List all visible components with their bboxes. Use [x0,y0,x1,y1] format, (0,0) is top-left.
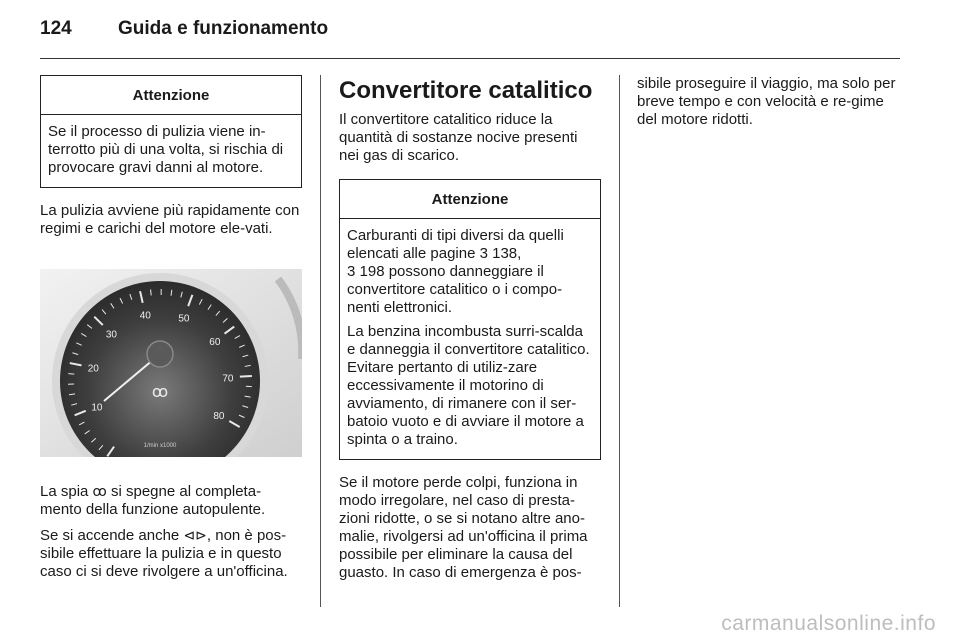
glow-plug-icon: ꝏ [92,483,107,499]
warning-fuel-text: Carburanti di tipi diversi da quelli elencati alle pagine 3 138, 3 198 possono danneggiare il convertitore catalitico o i compo-nenti elettronici. [347,227,564,316]
page-header [40,18,328,40]
column-2 [339,75,601,589]
column-3 [637,75,899,136]
glow-plug-icon: ꝏ [151,382,169,401]
gauge-label: 40 [139,310,151,322]
gauge-label: 50 [178,313,190,325]
paragraph-warning-light: La spia ꝏ si spegne al completa-mento della funzione autopulente. [40,483,266,518]
gauge-unit: 1/min x1000 [143,443,177,449]
gauge-label: 30 [105,329,117,341]
watermark: carmanualsonline.info [721,612,936,635]
gauge-label: 10 [91,402,103,414]
page-ref-link[interactable]: 3 138, [479,245,522,262]
paragraph-continuation: sibile proseguire il viaggio, ma solo per breve tempo e con velocità e re-gime del motore ridotti. [637,75,896,128]
gauge-hub [147,341,173,367]
paragraph-misfire: Se il motore perde colpi, funziona in modo irregolare, nel caso di presta-zioni ridotte, o se si notano altre ano-malie, rivolgersi ad un'officina il prima possibile per eliminare la causa del guasto. In caso di emergenza è pos- [339,474,588,581]
warning-text: Se il processo di pulizia viene in-terrotto più di una volta, si rischia di provocare gravi danni al motore. [48,123,284,176]
engine-warning-icon: ⊲⊳ [183,527,207,543]
column-divider-1 [320,75,321,607]
header-rule [40,58,900,59]
warning-title: Attenzione [41,76,301,115]
section-heading: Convertitore catalitico [339,77,593,104]
warning-title: Attenzione [340,180,600,219]
page-number: 124 [40,18,72,39]
paragraph-cleaning-speed: La pulizia avviene più rapidamente con regimi e carichi del motore ele-vati. [40,202,300,237]
gauge-label: 60 [209,336,221,348]
paragraph-intro: Il convertitore catalitico riduce la quantità di sostanze nocive presenti nei gas di scarico. [339,111,578,164]
gauge-label: 70 [222,373,234,385]
page-ref-link[interactable]: 3 198 [347,263,385,280]
gauge-major-tick [240,376,252,377]
column-divider-2 [619,75,620,607]
column-1 [40,75,302,588]
gauge-label: 80 [213,411,225,422]
gauge-label: 20 [87,363,99,375]
warning-box-2 [339,179,601,460]
gauge-minor-tick [151,289,152,295]
paragraph-engine-light: Se si accende anche ⊲⊳, non è pos-sibile effettuare la pulizia e in questo caso ci si deve rivolgere a un'officina. [40,527,288,580]
warning-petrol-text: La benzina incombusta surri-scalda e danneggia il convertitore catalitico. Evitare pertanto di utiliz-zare eccessivamente il motorino di avviamento, di rimanere con il ser-batoio vuoto e di avviare il motore a spinta o a traino. [347,323,590,448]
page-title: Guida e funzionamento [118,18,329,39]
tachometer-image [40,269,302,457]
warning-box-1 [40,75,302,188]
